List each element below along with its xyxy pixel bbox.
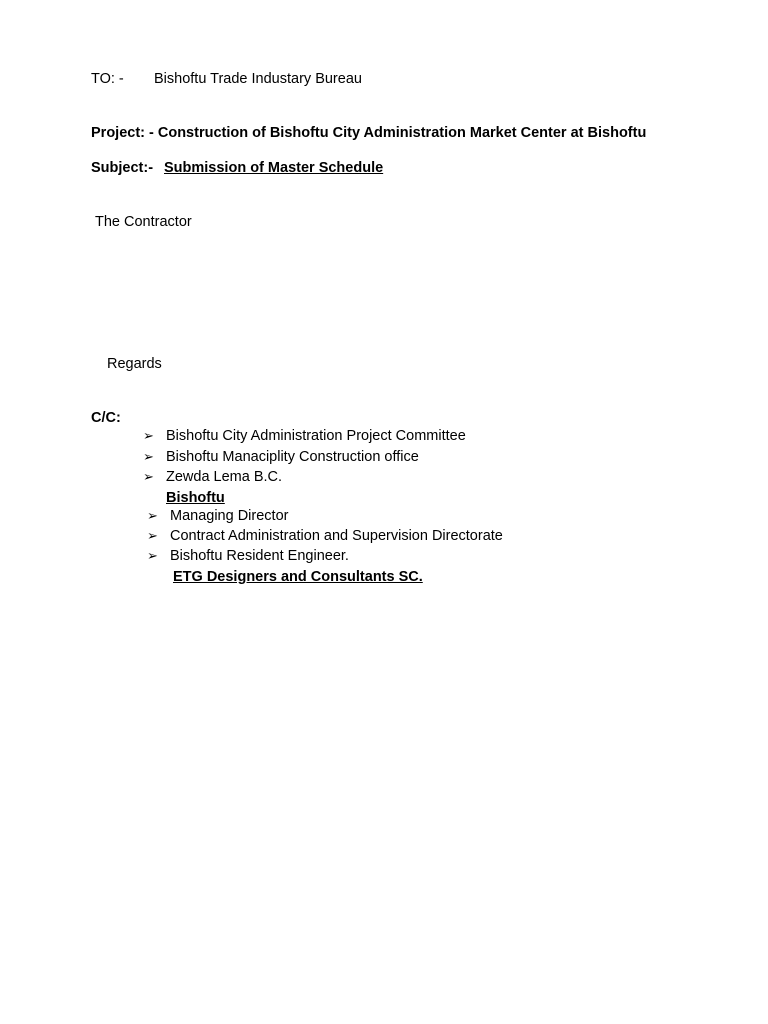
- cc-label: C/C:: [91, 410, 121, 426]
- arrow-bullet-icon: ➢: [147, 528, 158, 543]
- cc-item: Bishoftu Manaciplity Construction office: [166, 449, 419, 465]
- cc-group-1-footer: Bishoftu: [166, 490, 225, 506]
- arrow-bullet-icon: ➢: [143, 428, 154, 443]
- cc-item: Bishoftu Resident Engineer.: [170, 548, 349, 564]
- cc-item: Managing Director: [170, 508, 289, 524]
- cc-item: Zewda Lema B.C.: [166, 469, 283, 485]
- to-recipient: Bishoftu Trade Industary Bureau: [154, 71, 362, 87]
- cc-item: Contract Administration and Supervision Directorate: [170, 528, 503, 544]
- arrow-bullet-icon: ➢: [147, 548, 158, 563]
- to-label: TO: -: [91, 71, 124, 87]
- cc-item: Bishoftu City Administration Project Committee: [166, 428, 466, 444]
- subject-label: Subject:-: [91, 160, 154, 176]
- project-line: Project: - Construction of Bishoftu City Administration Market Center at Bishoftu: [91, 125, 647, 141]
- subject-value: Submission of Master Schedule: [164, 160, 384, 176]
- arrow-bullet-icon: ➢: [147, 508, 158, 523]
- cc-group-2-footer: ETG Designers and Consultants SC.: [173, 569, 423, 585]
- contractor-line: The Contractor: [95, 214, 192, 230]
- regards-line: Regards: [107, 356, 162, 372]
- arrow-bullet-icon: ➢: [143, 449, 154, 464]
- arrow-bullet-icon: ➢: [143, 469, 154, 484]
